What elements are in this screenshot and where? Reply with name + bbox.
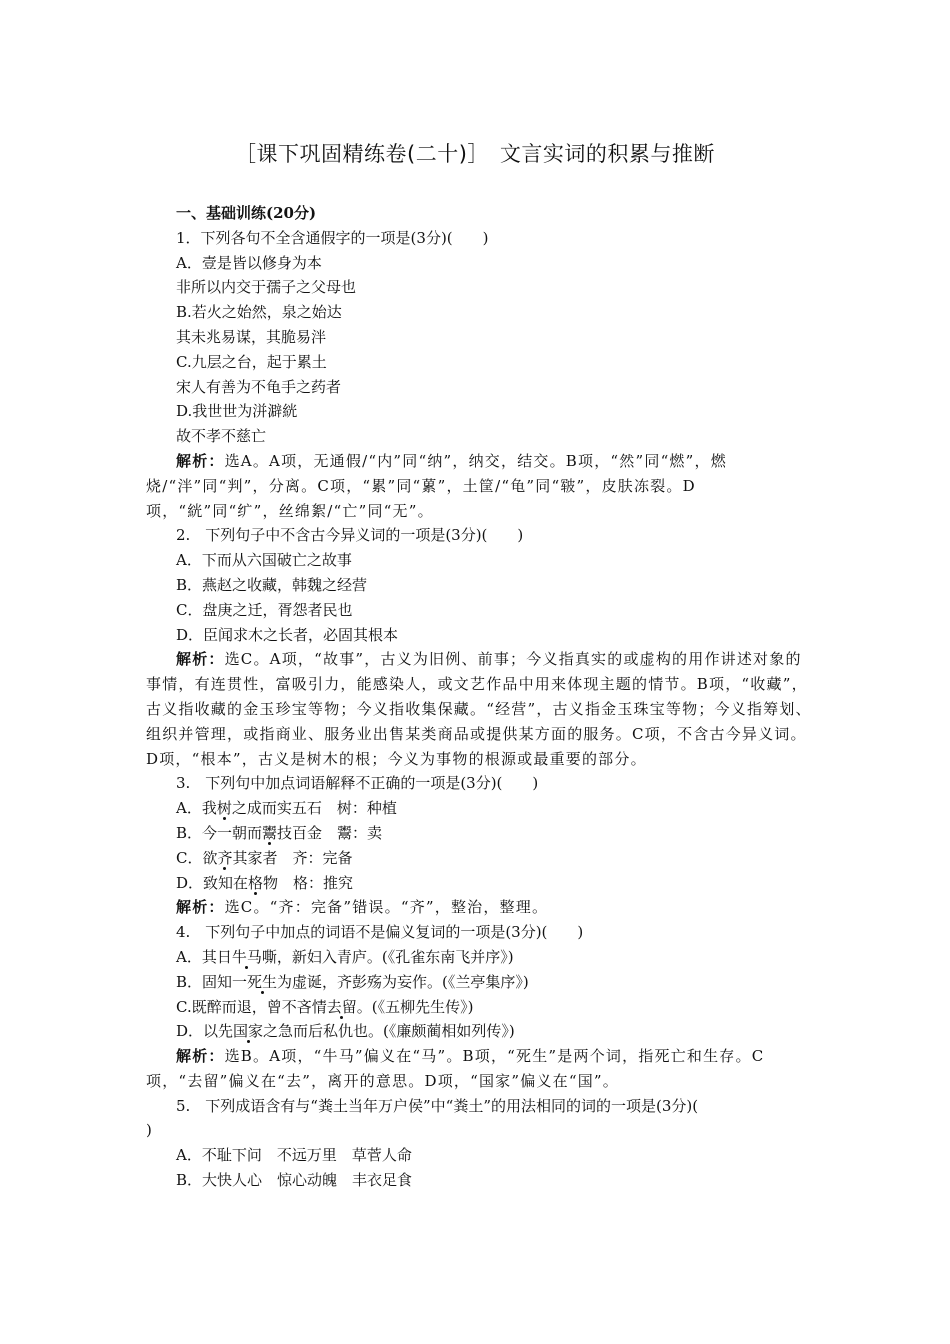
question-1-line: 非所以内交于孺子之父母也 — [176, 278, 357, 297]
option-text: 之急而后私仇也。(《廉颇蔺相如列传》) — [263, 1022, 515, 1041]
question-1-analysis — [146, 449, 814, 523]
question-2-option: C．盘庚之迁，胥怨者民也 — [176, 600, 353, 619]
question-4-option — [146, 1019, 814, 1044]
question-1-line: C.九层之台，起于累土 — [176, 352, 327, 371]
question-2-stem: 2. 下列句子中不含古今异义词的一项是(3分)( ) — [176, 526, 524, 545]
option-text: A．我 — [176, 799, 217, 818]
section-heading: 一、基础训练(20分) — [176, 204, 317, 222]
question-3-option — [146, 796, 814, 821]
question-3-option — [146, 821, 814, 846]
question-3-option — [146, 846, 814, 871]
analysis-label: 解析： — [176, 1047, 225, 1066]
analysis-text: 选C。A项，“故事”，古义为旧例、前事；今义指真实的或虚构的用作讲述对象的事情，有连贯性，富吸引力，能感染人，或文艺作品中用来体现主题的情节。B项，“收藏”，古义指收藏的金玉珍宝等物；今义指收集保藏。“经营”，古义指金玉珠宝等物；今义指筹划、组织并管理，或指商业、服务业出售某类商品或提供某方面的服务。C项，不含古今异义词。D项，“根本”，古义是树木的根；今义为事物的根源或最重要的部分。 — [146, 650, 812, 768]
question-5-stem-end: ) — [146, 1121, 152, 1140]
analysis-text: 选B。A项，“牛马”偏义在“马”。B项，“死生”是两个词，指死亡和生存。C项，“去留”偏义在“去”，离开的意思。D项，“国家”偏义在“国”。 — [146, 1047, 765, 1090]
dotted-word: 齐 — [217, 848, 233, 867]
analysis-text: 选A。A项，无通假/“内”同“纳”，纳交，结交。B项，“然”同“燃”，燃烧/“泮”同“判”，分离。C项，“累”同“蔂”，土筐/“龟”同“皲”，皮肤冻裂。D项，“絖”同“纩”，丝绵絮/“亡”同“无”。 — [146, 451, 727, 520]
option-text: 嘶，新妇入青庐。(《孔雀东南飞并序》) — [261, 947, 514, 966]
question-1-stem: 1．下列各句不全含通假字的一项是(3分)( ) — [176, 228, 489, 247]
question-1-line: A．壹是皆以修身为本 — [176, 253, 322, 272]
option-text: 其家者 齐：完备 — [232, 848, 353, 867]
option-text: 。(《五柳先生传》) — [356, 997, 474, 1016]
question-2-option: D．臣闻求木之长者，必固其根本 — [176, 625, 399, 644]
document-body — [146, 201, 814, 1193]
question-4-option — [146, 970, 814, 995]
dotted-word: 格 — [248, 873, 264, 892]
option-text: C．欲 — [176, 848, 218, 867]
option-text: 物 格：推究 — [263, 873, 354, 892]
question-2-option: A．下而从六国破亡之故事 — [176, 551, 352, 570]
analysis-label: 解析： — [176, 898, 225, 917]
analysis-label: 解析： — [176, 650, 225, 669]
question-1-line: D.我世世为洴澼絖 — [176, 402, 298, 421]
question-1-line: 其未兆易谋，其脆易泮 — [176, 327, 327, 346]
question-4-option — [146, 945, 814, 970]
option-text: D．以先 — [176, 1022, 234, 1041]
dotted-word: 死生 — [247, 972, 278, 991]
option-text: 技百金 鬻：卖 — [277, 823, 383, 842]
dotted-word: 牛马 — [231, 947, 262, 966]
dotted-word: 鬻 — [262, 823, 278, 842]
question-5-option: B．大快人心 惊心动魄 丰衣足食 — [176, 1171, 413, 1190]
option-text: D．致知在 — [176, 873, 249, 892]
analysis-label: 解析： — [176, 451, 225, 470]
question-4-stem: 4. 下列句子中加点的词语不是偏义复词的一项是(3分)( ) — [176, 923, 584, 942]
option-text: C.既醉而退，曾不吝情 — [176, 997, 327, 1016]
question-2-option: B．燕赵之收藏，韩魏之经营 — [176, 575, 368, 594]
question-4-analysis — [146, 1044, 814, 1094]
page-title: ［课下巩固精练卷(二十)］ 文言实词的积累与推断 — [235, 142, 715, 166]
question-3-option — [146, 871, 814, 896]
question-5-option: A．不耻下问 不远万里 草菅人命 — [176, 1146, 412, 1165]
dotted-word: 去留 — [326, 997, 357, 1016]
question-1-line: 宋人有善为不龟手之药者 — [176, 377, 342, 396]
question-3-stem: 3. 下列句中加点词语解释不正确的一项是(3分)( ) — [176, 774, 539, 793]
option-text: B．今一朝而 — [176, 823, 263, 842]
question-4-option — [146, 995, 814, 1020]
option-text: B．固知一 — [176, 972, 248, 991]
option-text: 之成而实五石 树：种植 — [231, 799, 397, 818]
option-text: 为虚诞，齐彭殇为妄作。(《兰亭集序》) — [277, 972, 529, 991]
question-5-stem: 5. 下列成语含有与“粪土当年万户侯”中“粪土”的用法相同的词的一项是(3分)( — [176, 1096, 699, 1115]
analysis-text: 选C。“齐：完备”错误。“齐”，整治，整理。 — [224, 898, 549, 917]
question-1-line: 故不孝不慈亡 — [176, 427, 267, 446]
option-text: A．其日 — [176, 947, 232, 966]
question-1-line: B.若火之始然，泉之始达 — [176, 303, 342, 322]
dotted-word: 树 — [216, 799, 232, 818]
question-3-analysis — [146, 895, 814, 920]
dotted-word: 国家 — [233, 1022, 264, 1041]
question-2-analysis — [146, 647, 814, 771]
